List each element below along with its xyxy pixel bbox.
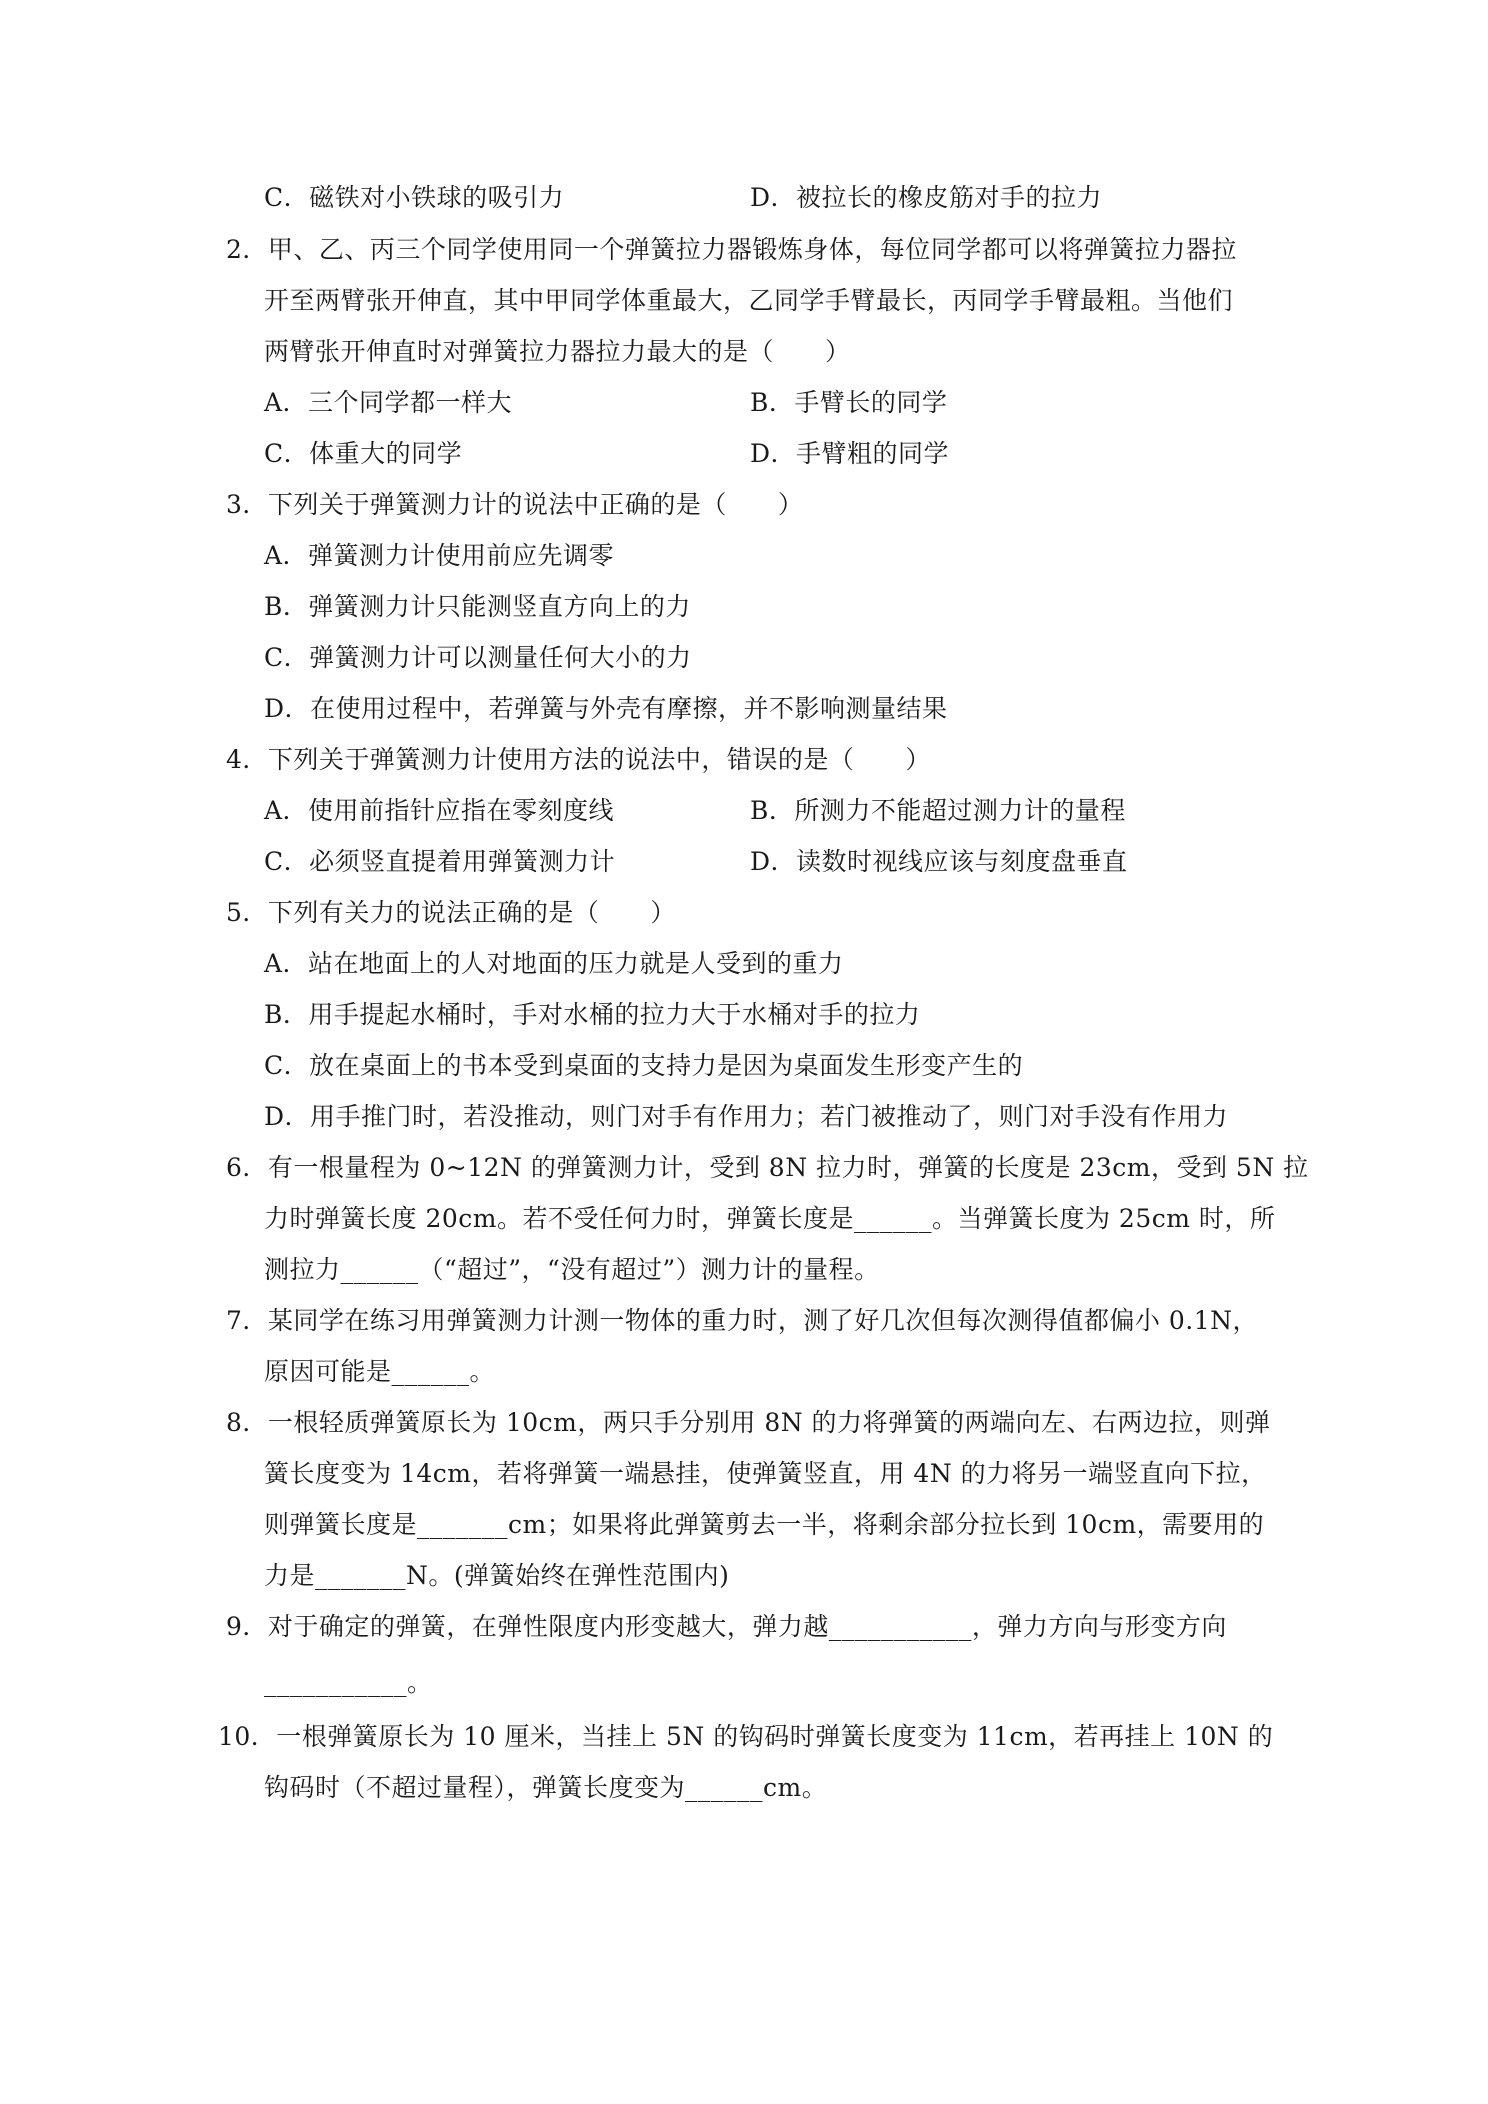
q2-option-d: D．手臂粗的同学 [750,439,950,468]
q3-option-a: A．弹簧测力计使用前应先调零 [264,541,615,570]
q4-option-a: A．使用前指针应指在零刻度线 [264,796,615,825]
q1-option-c: C．磁铁对小铁球的吸引力 [264,183,565,212]
q6-stem-line3: 测拉力______（“超过”，“没有超过”）测力计的量程。 [264,1255,880,1284]
q1-option-d: D．被拉长的橡皮筋对手的拉力 [750,183,1103,212]
q2-stem-line3: 两臂张开伸直时对弹簧拉力器拉力最大的是（ ） [264,337,851,366]
q4-option-c: C．必须竖直提着用弹簧测力计 [264,847,616,876]
q7-stem: 7．某同学在练习用弹簧测力计测一物体的重力时，测了好几次但每次测得值都偏小 0.1N， [226,1306,1258,1335]
q7-stem-line2: 原因可能是______。 [264,1357,496,1386]
q3-option-d: D．在使用过程中，若弹簧与外壳有摩擦，并不影响测量结果 [264,694,948,723]
q10-stem: 10．一根弹簧原长为 10 厘米，当挂上 5N 的钩码时弹簧长度变为 11cm，若再挂上 10N 的 [218,1722,1274,1751]
q6-stem: 6．有一根量程为 0~12N 的弹簧测力计，受到 8N 拉力时，弹簧的长度是 23cm，受到 5N 拉 [226,1153,1309,1182]
q2-option-c: C．体重大的同学 [264,439,463,468]
q2-option-a: A．三个同学都一样大 [264,388,513,417]
q4-stem: 4．下列关于弹簧测力计使用方法的说法中，错误的是（ ） [226,745,931,774]
q5-stem: 5．下列有关力的说法正确的是（ ） [226,898,676,927]
q9-stem: 9．对于确定的弹簧，在弹性限度内形变越大，弹力越___________，弹力方向与形变方向 [226,1612,1227,1641]
q9-stem-line2: ___________。 [264,1668,433,1697]
q4-option-d: D．读数时视线应该与刻度盘垂直 [750,847,1128,876]
q2-stem-line2: 开至两臂张开伸直，其中甲同学体重最大，乙同学手臂最长，丙同学手臂最粗。当他们 [264,286,1234,315]
q8-stem-line4: 力是_______N。(弹簧始终在弹性范围内) [264,1561,730,1590]
q10-stem-line2: 钩码时（不超过量程），弹簧长度变为______cm。 [264,1773,828,1802]
q8-stem-line3: 则弹簧长度是_______cm；如果将此弹簧剪去一半，将剩余部分拉长到 10cm，需要用的 [264,1510,1265,1539]
q8-stem: 8．一根轻质弹簧原长为 10cm，两只手分别用 8N 的力将弹簧的两端向左、右两边拉，则弹 [226,1408,1271,1437]
q5-option-d: D．用手推门时，若没推动，则门对手有作用力；若门被推动了，则门对手没有作用力 [264,1102,1229,1131]
q5-option-c: C．放在桌面上的书本受到桌面的支持力是因为桌面发生形变产生的 [264,1051,1024,1080]
q3-stem: 3．下列关于弹簧测力计的说法中正确的是（ ） [226,490,804,519]
q2-stem: 2．甲、乙、丙三个同学使用同一个弹簧拉力器锻炼身体，每位同学都可以将弹簧拉力器拉 [226,235,1237,264]
q5-option-b: B．用手提起水桶时，手对水桶的拉力大于水桶对手的拉力 [264,1000,921,1029]
q8-stem-line2: 簧长度变为 14cm，若将弹簧一端悬挂，使弹簧竖直，用 4N 的力将另一端竖直向下拉， [264,1459,1267,1488]
q6-stem-line2: 力时弹簧长度 20cm。若不受任何力时，弹簧长度是______。当弹簧长度为 25cm 时，所 [264,1204,1276,1233]
q3-option-b: B．弹簧测力计只能测竖直方向上的力 [264,592,691,621]
q4-option-b: B．所测力不能超过测力计的量程 [750,796,1126,825]
q3-option-c: C．弹簧测力计可以测量任何大小的力 [264,643,692,672]
q5-option-a: A．站在地面上的人对地面的压力就是人受到的重力 [264,949,844,978]
q2-option-b: B．手臂长的同学 [750,388,948,417]
